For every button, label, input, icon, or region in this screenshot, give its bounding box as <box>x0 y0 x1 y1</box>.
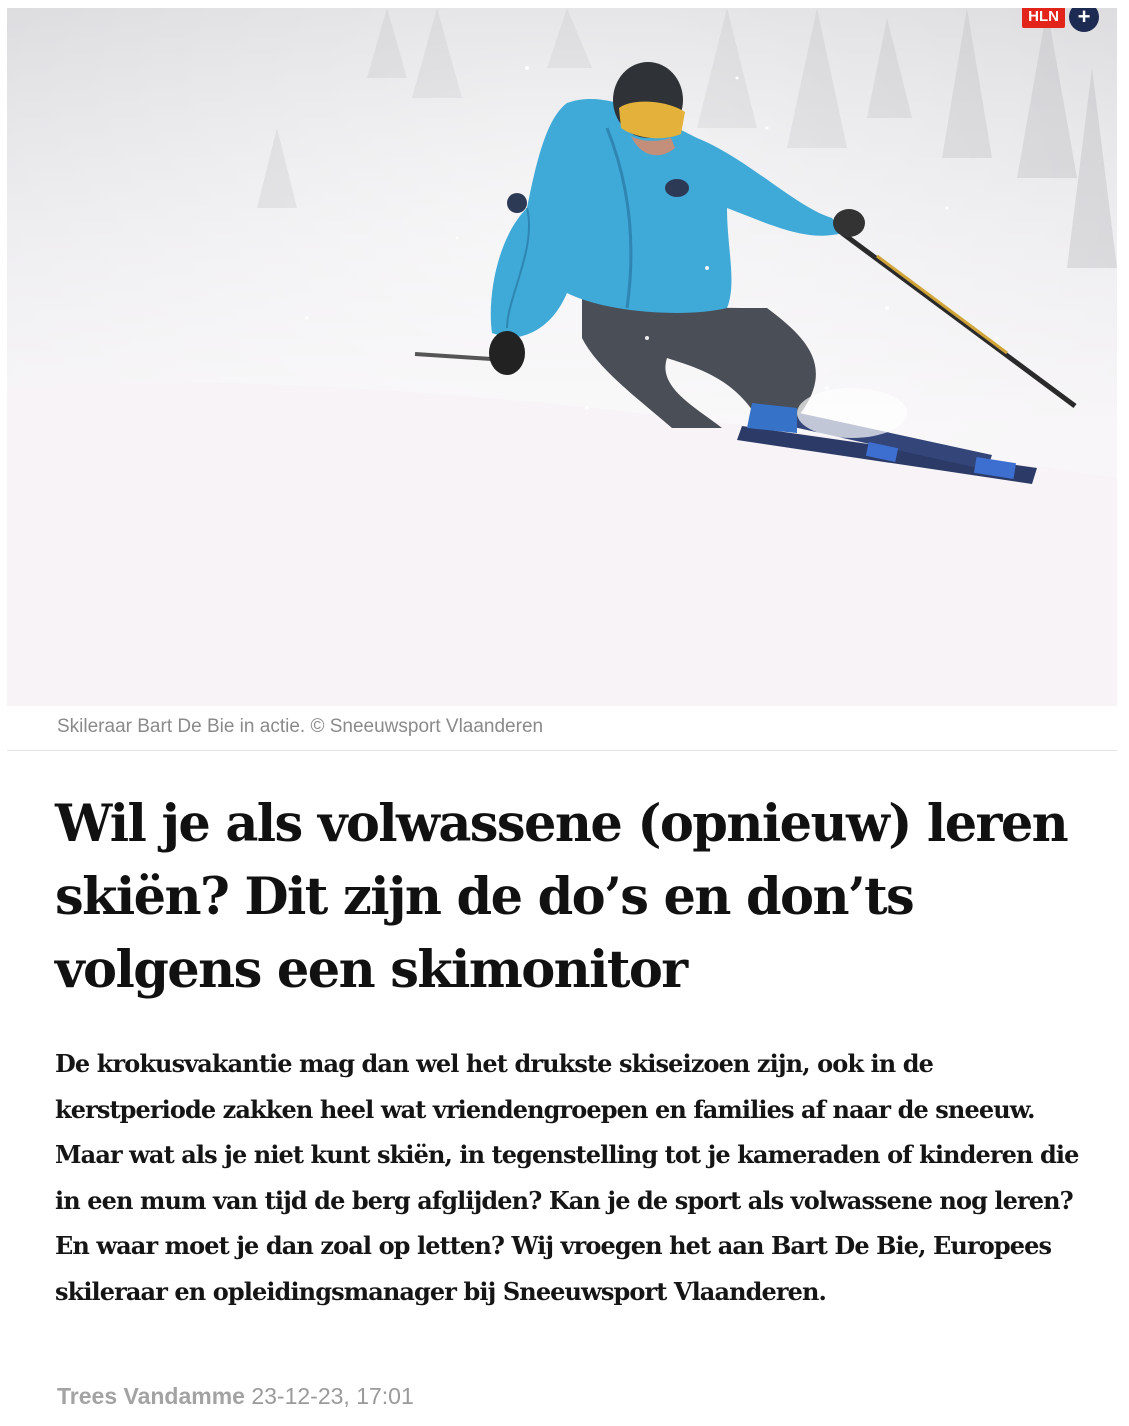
image-caption: Skileraar Bart De Bie in actie. © Sneeuwsport Vlaanderen <box>57 716 544 737</box>
premium-badge <box>1022 8 1099 32</box>
plus-icon: + <box>1069 8 1099 32</box>
hero-image[interactable] <box>7 8 1117 706</box>
hln-logo: HLN <box>1022 8 1065 28</box>
article-headline: Wil je als volwassene (opnieuw) leren skiën? Dit zijn de do’s en don’ts volgens een skimonitor <box>55 794 1068 1000</box>
divider <box>7 750 1117 751</box>
author-name[interactable]: Trees Vandamme <box>57 1383 245 1409</box>
publish-date: 23-12-23, 17:01 <box>251 1383 414 1409</box>
article-intro: De krokusvakantie mag dan wel het drukste skiseizoen zijn, ook in de kerstperiode zakken heel wat vriendengroepen en families af naar de sneeuw. Maar wat als je niet kunt skiën, in tegenstelling tot je kameraden of kinderen die in een mum van tijd de berg afglijden? Kan je de sport als volwassene nog leren? En waar moet je dan zoal op letten? Wij vroegen het aan Bart De Bie, Europees skileraar en opleidingsmanager bij Sneeuwsport Vlaanderen. <box>55 1049 1079 1306</box>
byline <box>57 1383 414 1410</box>
skier-illustration <box>7 8 1117 706</box>
